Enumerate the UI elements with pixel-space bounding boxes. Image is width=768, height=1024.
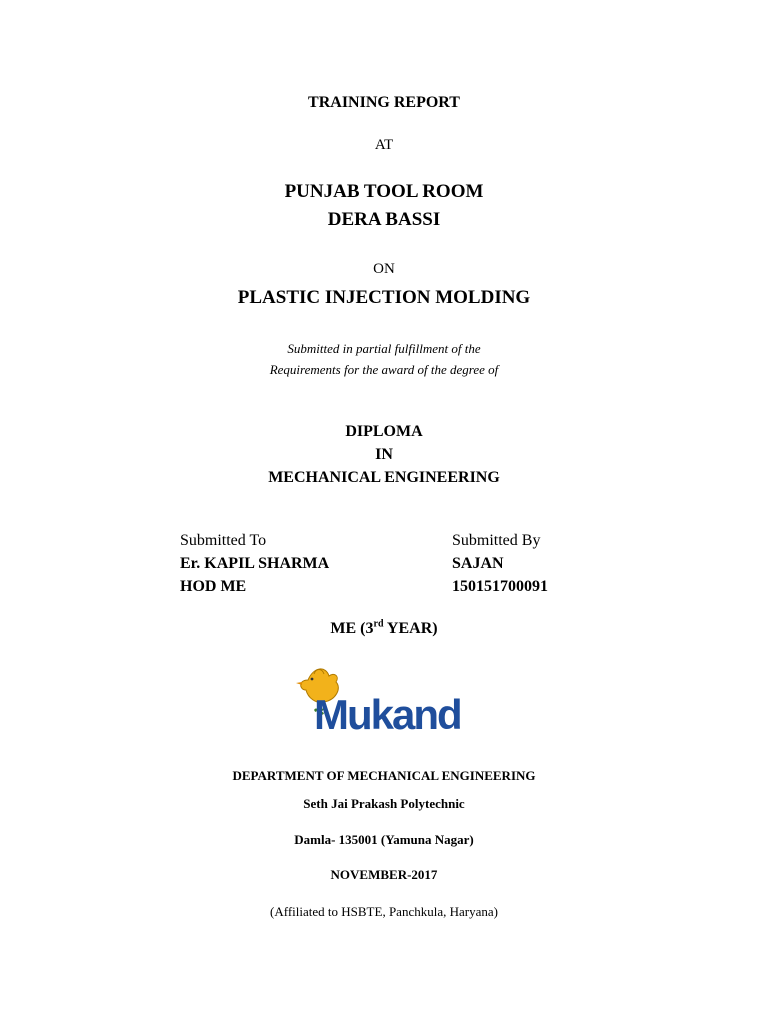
submitted-to-name: Er. KAPIL SHARMA [180, 555, 330, 572]
degree-line1: DIPLOMA [345, 423, 423, 440]
institute-address: Damla- 135001 (Yamuna Nagar) [294, 832, 474, 847]
report-title: TRAINING REPORT [308, 94, 460, 111]
degree-line3: MECHANICAL ENGINEERING [268, 469, 500, 486]
year-rest: YEAR) [383, 620, 438, 637]
submitted-to-block [180, 529, 329, 598]
year-prefix: ME (3 [330, 620, 374, 637]
mukand-logo [296, 662, 461, 742]
on-label: ON [373, 261, 395, 277]
organization-location: DERA BASSI [327, 209, 441, 230]
submission-note-line1: Submitted in partial fulfillment of the [287, 341, 481, 356]
submitted-by-block [452, 529, 548, 598]
affiliation: (Affiliated to HSBTE, Panchkula, Haryana) [270, 904, 498, 919]
submitted-by-label: Submitted By [452, 532, 541, 549]
report-date: NOVEMBER-2017 [330, 867, 438, 882]
institute-name: Seth Jai Prakash Polytechnic [303, 796, 465, 811]
organization-name: PUNJAB TOOL ROOM [284, 181, 484, 202]
submitted-to-designation: HOD ME [180, 578, 247, 595]
department-name: DEPARTMENT OF MECHANICAL ENGINEERING [232, 768, 536, 783]
submitted-by-roll-no: 150151700091 [452, 578, 548, 595]
degree-line2: IN [375, 446, 393, 463]
year-label [0, 620, 768, 638]
submitted-to-label: Submitted To [180, 532, 267, 549]
report-topic: PLASTIC INJECTION MOLDING [237, 287, 531, 308]
year-ordinal: rd [373, 618, 384, 630]
at-label: AT [374, 137, 394, 153]
submitted-by-name: SAJAN [452, 555, 504, 572]
logo-text: Mukand [314, 691, 461, 738]
submission-note-line2: Requirements for the award of the degree of [269, 362, 499, 377]
